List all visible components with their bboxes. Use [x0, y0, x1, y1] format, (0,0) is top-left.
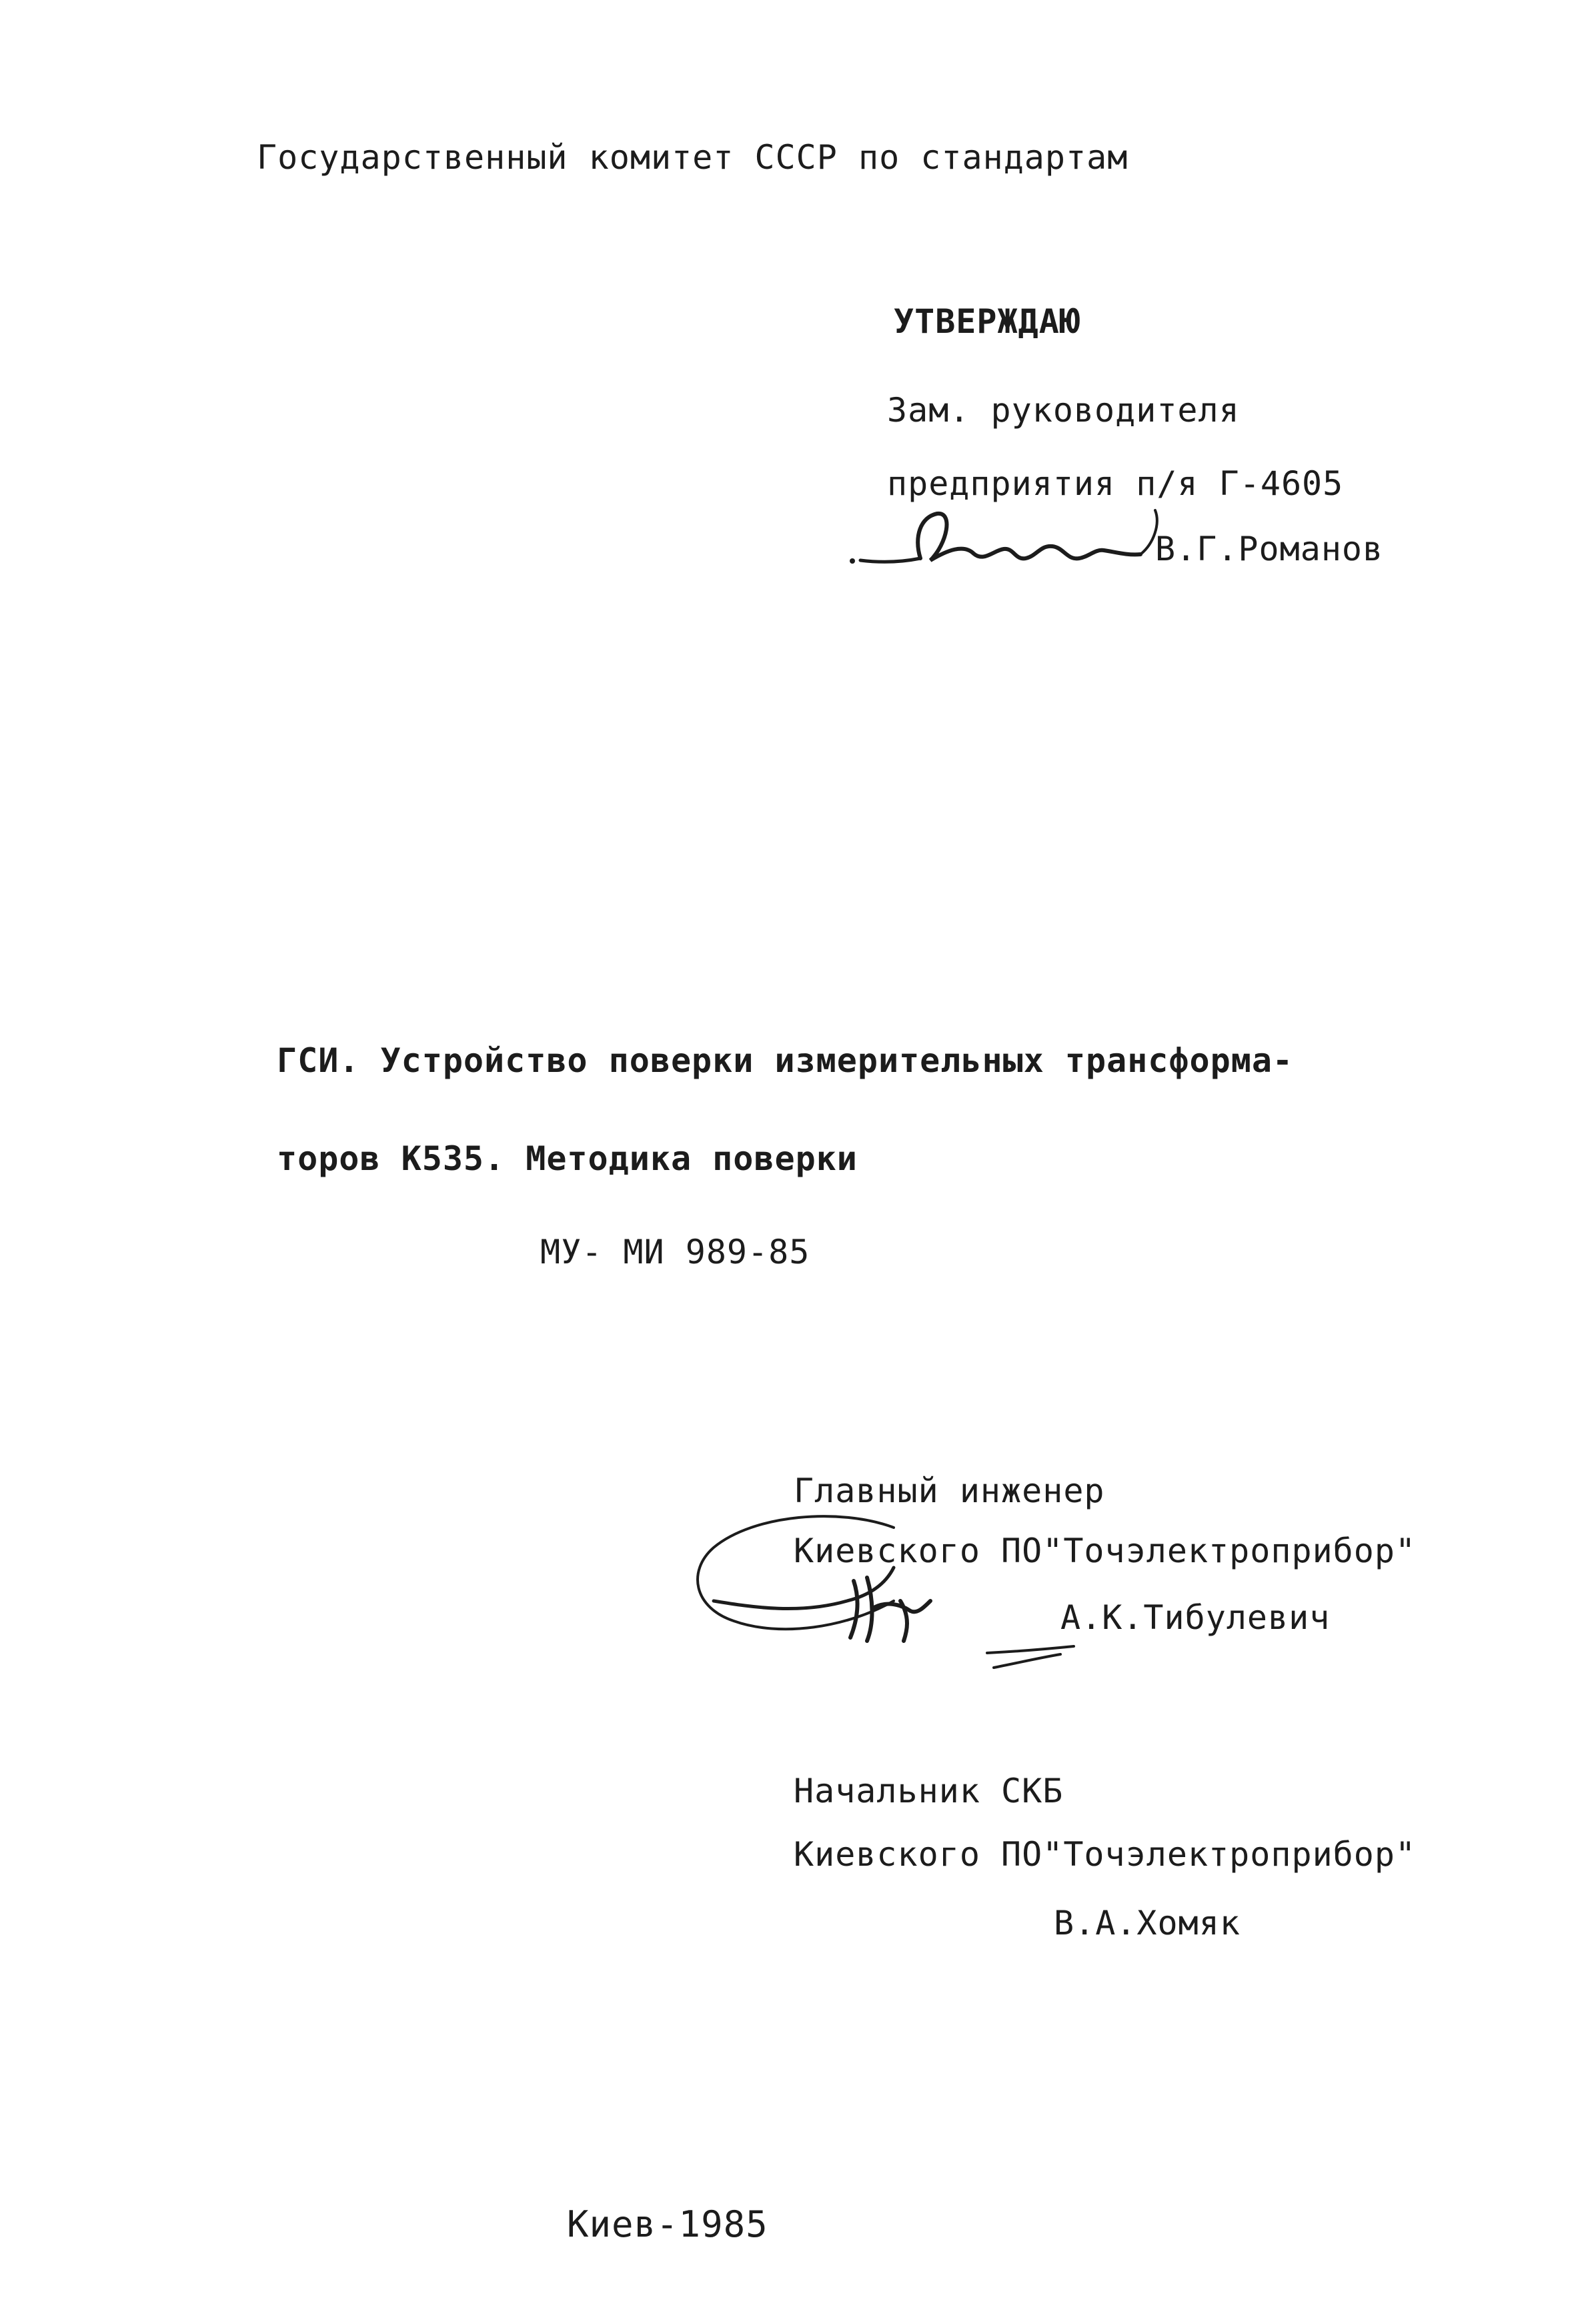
skb-head-name: В.А.Хомяк: [1054, 1904, 1241, 1942]
city-year: Киев-1985: [567, 2203, 768, 2245]
chief-engineer-position-line1: Главный инженер: [794, 1472, 1105, 1510]
skb-head-position-line1: Начальник СКБ: [794, 1772, 1064, 1810]
skb-head-position-line2: Киевского ПО"Точэлектроприбор": [794, 1835, 1417, 1874]
document-code: МУ- МИ 989-85: [540, 1233, 810, 1271]
chief-engineer-signature: [674, 1501, 1087, 1681]
document-title-line2: торов К535. Методика поверки: [277, 1139, 858, 1178]
approver-signature: [847, 497, 1167, 584]
approval-heading: УТВЕРЖДАЮ: [894, 302, 1080, 341]
approver-position-line1: Зам. руководителя: [887, 391, 1240, 430]
chief-engineer-name: А.К.Тибулевич: [1060, 1598, 1331, 1637]
approver-position-line2: предприятия п/я Г-4605: [887, 464, 1344, 503]
committee-heading: Государственный комитет СССР по стандартам: [257, 138, 1128, 177]
document-title-line1: ГСИ. Устройство поверки измерительных трансформа-: [277, 1041, 1294, 1080]
approver-name: В.Г.Романов: [1155, 530, 1384, 568]
chief-engineer-position-line2: Киевского ПО"Точэлектроприбор": [794, 1532, 1417, 1570]
